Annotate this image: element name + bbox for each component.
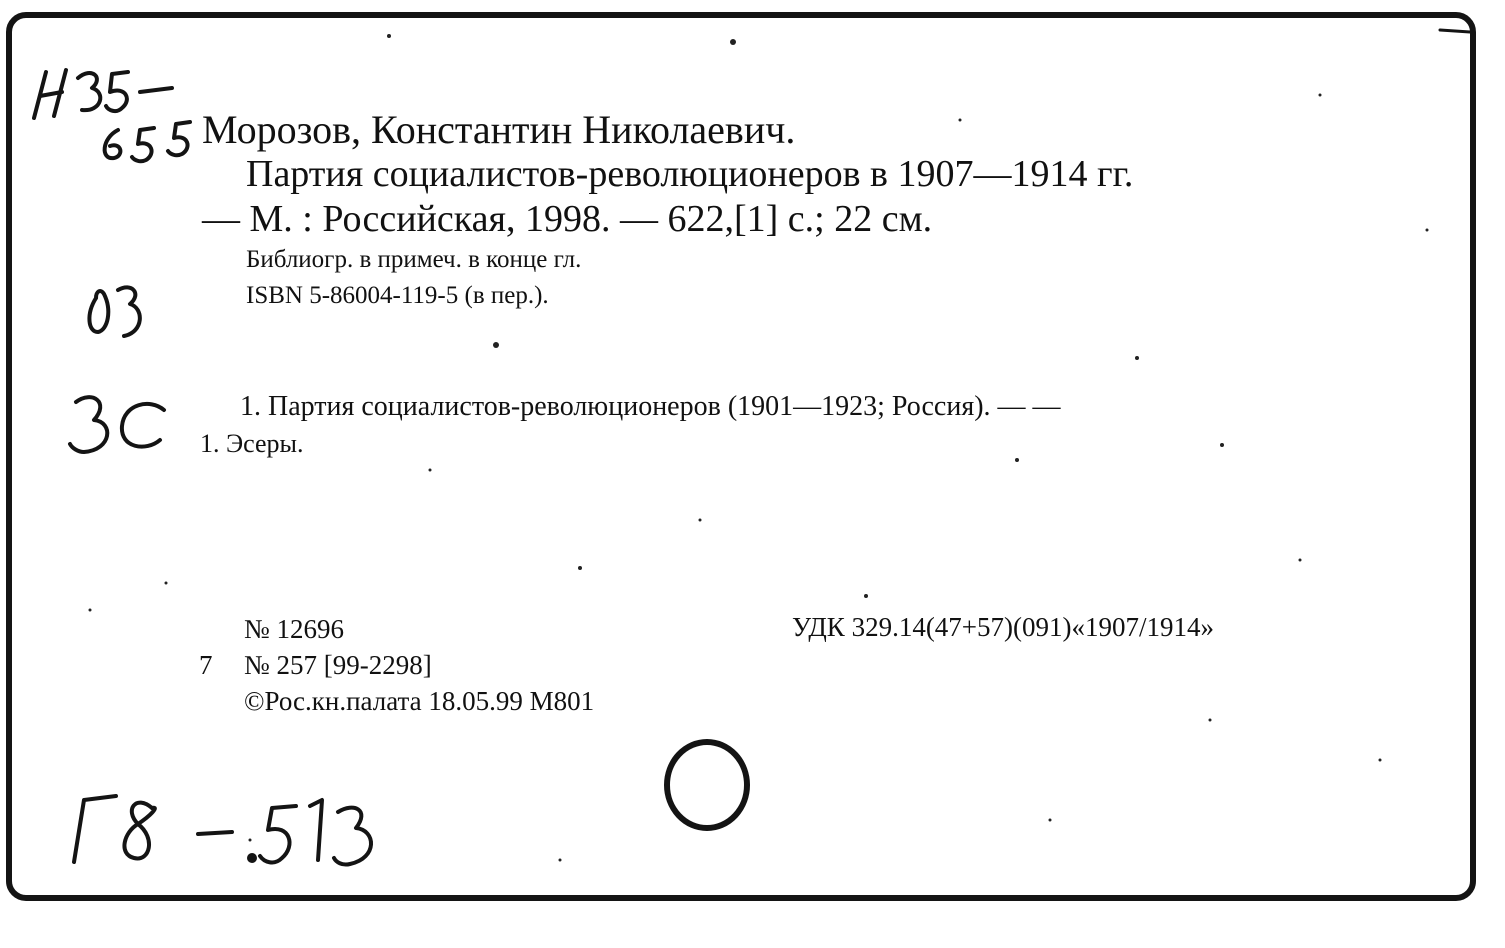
isbn-line: ISBN 5-86004-119-5 (в пер.). — [246, 282, 549, 309]
subject-heading-1: 1. Партия социалистов-революционеров (1901—1923; Россия). — — — [240, 391, 1061, 422]
record-number: № 12696 — [244, 614, 345, 644]
record-number-2: № 257 [99-2298] — [244, 650, 432, 680]
imprint-line: — М. : Российская, 1998. — 622,[1] с.; 22 см. — [202, 198, 933, 240]
udc-code: УДК 329.14(47+57)(091)«1907/1914» — [792, 612, 1215, 642]
record-number-2-prefix: 7 — [199, 650, 213, 680]
notes-line: Библиогр. в примеч. в конце гл. — [246, 246, 582, 273]
subject-heading-2: 1. Эсеры. — [200, 429, 304, 458]
copyright-line: ©Рос.кн.палата 18.05.99 М801 — [244, 686, 595, 716]
title-line: Партия социалистов-революционеров в 1907—1914 гг. — [246, 153, 1134, 195]
author-heading: Морозов, Константин Николаевич. — [202, 107, 796, 152]
